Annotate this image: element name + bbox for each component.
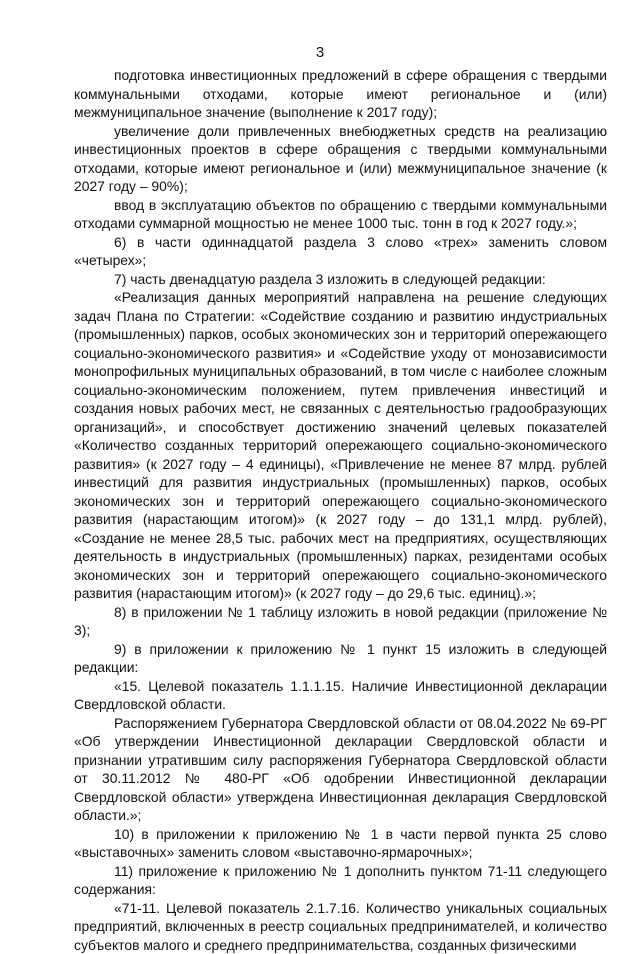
paragraph-13: «71-11. Целевой показатель 2.1.7.16. Количество уникальных социальных предприятий, включенных в реестр социальных предпринимателей, и количество субъектов малого и среднего предпринимательства, созданных физическими [74, 899, 607, 954]
paragraph-10: Распоряжением Губернатора Свердловской области от 08.04.2022 № 69-РГ «Об утверждении Инвестиционной декларации Свердловской области и признании утратившим силу распоряжения Губернатора Свердловской области от 30.11.2012 № 480-РГ «Об одобрении Инвестиционной декларации Свердловской области» утверждена Инвестиционная декларация Свердловской области.»; [74, 714, 607, 825]
paragraph-5: 7) часть двенадцатую раздела 3 изложить в следующей редакции: [74, 270, 607, 289]
paragraph-11: 10) в приложении к приложению № 1 в части первой пункта 25 слово «выставочных» заменить словом «выставочно-ярмарочных»; [74, 825, 607, 862]
document-body [74, 66, 607, 954]
page-number: 3 [0, 44, 640, 62]
paragraph-4: 6) в части одиннадцатой раздела 3 слово «трех» заменить словом «четырех»; [74, 233, 607, 270]
paragraph-7: 8) в приложении № 1 таблицу изложить в новой редакции (приложение № 3); [74, 603, 607, 640]
paragraph-6: «Реализация данных мероприятий направлена на решение следующих задач Плана по Стратегии: «Содействие созданию и развитию индустриальных (промышленных) парков, особых экономических зон и территорий опережающего социально-экономического развития» и «Содействие уходу от монозависимости монопрофильных муниципальных образований, в том числе с наиболее сложным социально-экономическим положением, путем привлечения инвестиций и создания новых рабочих мест, не связанных с деятельностью градообразующих организаций», и способствует достижению значений целевых показателей «Количество созданных территорий опережающего социально-экономического развития» (к 2027 году – 4 единицы), «Привлечение не менее 87 млрд. рублей инвестиций для развития индустриальных (промышленных) парков, особых экономических зон и территорий опережающего социально-экономического развития (нарастающим итогом)» (к 2027 году – до 131,1 млрд. рублей), «Создание не менее 28,5 тыс. рабочих мест на предприятиях, осуществляющих деятельность в индустриальных (промышленных) парках, резидентами особых экономических зон и территорий опережающего социально-экономического развития (нарастающим итогом)» (к 2027 году – до 29,6 тыс. единиц).»; [74, 288, 607, 603]
paragraph-8: 9) в приложении к приложению № 1 пункт 15 изложить в следующей редакции: [74, 640, 607, 677]
paragraph-12: 11) приложение к приложению № 1 дополнить пунктом 71-11 следующего содержания: [74, 862, 607, 899]
paragraph-3: ввод в эксплуатацию объектов по обращению с твердыми коммунальными отходами суммарной мощностью не менее 1000 тыс. тонн в год к 2027 году.»; [74, 196, 607, 233]
paragraph-9: «15. Целевой показатель 1.1.1.15. Наличие Инвестиционной декларации Свердловской области. [74, 677, 607, 714]
paragraph-1: подготовка инвестиционных предложений в сфере обращения с твердыми коммунальными отходами, которые имеют региональное и (или) межмуниципальное значение (выполнение к 2017 году); [74, 66, 607, 122]
paragraph-2: увеличение доли привлеченных внебюджетных средств на реализацию инвестиционных проектов в сфере обращения с твердыми коммунальными отходами, которые имеют региональное и (или) межмуниципальное значение (к 2027 году – 90%); [74, 122, 607, 196]
